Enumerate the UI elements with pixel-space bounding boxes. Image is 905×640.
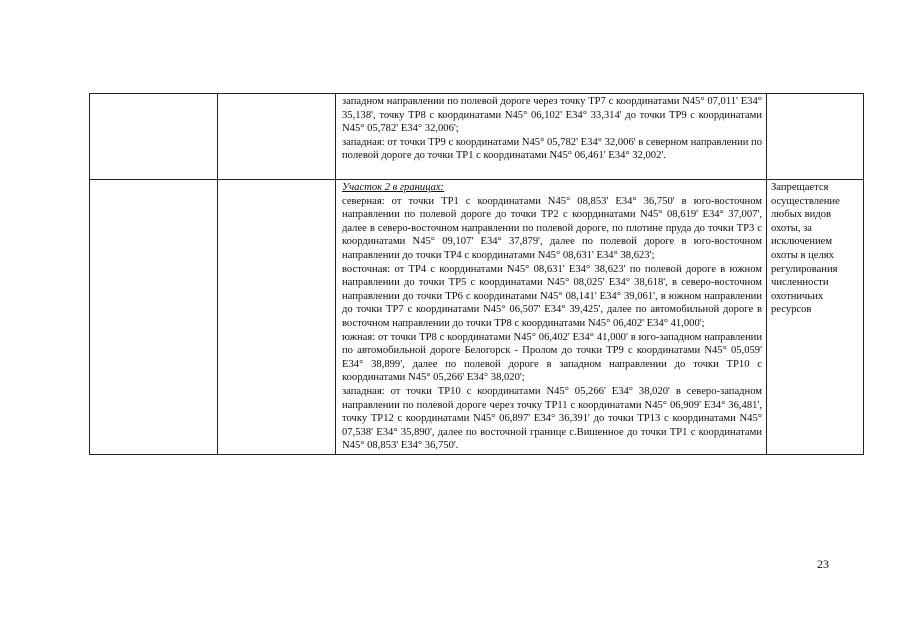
table-row	[90, 94, 864, 180]
empty-cell	[90, 94, 218, 180]
boundary-paragraph: западном направлении по полевой дороге через точку ТР7 с координатами N45° 07,011' E34° 35,138', точку ТР8 с координатами N45° 06,102' E34° 33,314' до точки ТР9 с координатами N45° 05,782' E34° 32,006';	[342, 96, 762, 135]
section-heading: Участок 2 в границах:	[342, 182, 445, 193]
table-row	[90, 180, 864, 455]
empty-cell	[218, 180, 336, 455]
boundary-paragraph: восточная: от ТР4 с координатами N45° 08,631' E34° 38,623' по полевой дороге в южном направлении до точки ТР5 с координатами N45° 08,025' E34° 38,618', в северо-восточном направлении до точки ТР6 с координатами N45° 08,141' E34° 39,061', в южном направлении до точки ТР7 с координатами N45° 06,507' E34° 39,425', далее по автомобильной дороге в восточном направлении до точки ТР8 с координатами N45° 06,402' E34° 41,000';	[342, 263, 762, 329]
empty-cell	[90, 180, 218, 455]
boundary-paragraph: западная: от точки ТР9 с координатами N45° 05,782' E34° 32,006' в северном направлении по полевой дороге до точки ТР1 с координатами N45° 06,461' E34° 32,002'.	[342, 136, 762, 162]
boundary-paragraph: западная: от точки ТР10 с координатами N45° 05,266' E34° 38,020' в северо-западном направлении по полевой дороге через точку ТР11 с координатами N45° 06,909' E34° 36,481', точку ТР12 с координатами N45° 06,897' E34° 36,391' до точки ТР13 с координатами N45° 07,538' E34° 35,890', далее по восточной границе с.Вишенное до точки ТР1 с координатами N45° 08,853' E34° 36,750'.	[342, 385, 762, 452]
boundary-description-cell	[336, 94, 767, 180]
boundary-paragraph: южная: от точки ТР8 с координатами N45° 06,402' E34° 41,000' в юго-западном направлении по автомобильной дороге Белогорск - Пролом до точки ТР9 с координатами N45° 05,059' E34° 38,899', далее по полевой дороге в западном направлении до точки ТР10 с координатами N45° 05,266' E34° 38,020';	[342, 331, 762, 384]
boundary-description-cell	[336, 180, 767, 455]
restriction-note: Запрещается осуществление любых видов охоты, за исключением охоты в целях регулирования численности охотничьих ресурсов	[771, 182, 840, 316]
boundary-paragraph: северная: от точки ТР1 с координатами N45° 08,853' E34° 36,750' в юго-восточном направлении по полевой дороге до точки ТР2 с координатами N45° 08,619' E34° 37,007', далее в северо-восточном направлении по полевой дороге, по плотине пруда до точки ТР3 с координатами N45° 09,107' E34° 37,879', далее по полевой дороге в юго-восточном направлении до точки ТР4 с координатами N45° 08,631' E34° 38,623';	[342, 195, 762, 261]
territory-table	[89, 93, 864, 455]
empty-cell	[767, 94, 864, 180]
restriction-cell	[767, 180, 864, 455]
empty-cell	[218, 94, 336, 180]
page-number: 23	[817, 557, 829, 571]
